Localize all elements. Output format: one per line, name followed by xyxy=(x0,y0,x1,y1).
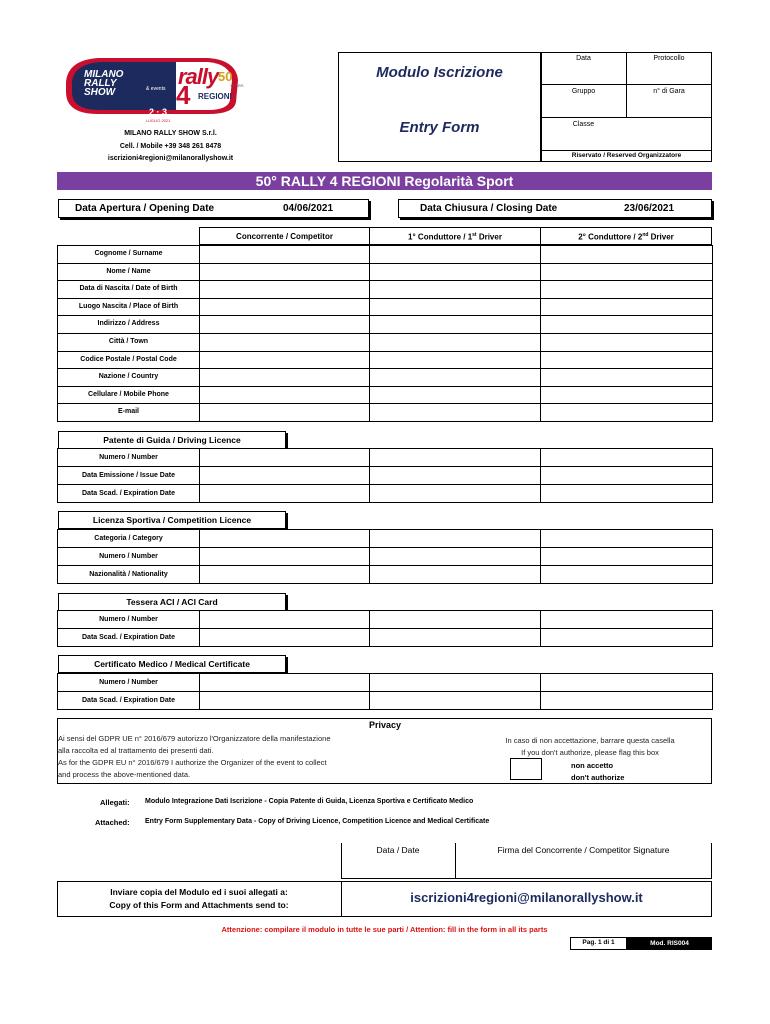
row-label: Data Scad. / Expiration Date xyxy=(82,697,175,704)
competitor-field[interactable] xyxy=(199,263,370,282)
logo-dates: 2 · 3 xyxy=(148,107,167,117)
riservato-label: Riservato / Reserved Organizzatore xyxy=(571,152,682,159)
row-label: Numero / Number xyxy=(99,553,158,560)
driver2-field[interactable] xyxy=(540,484,713,503)
competitor-field[interactable] xyxy=(199,403,370,422)
competitor-field[interactable] xyxy=(199,448,370,467)
driver1-field[interactable] xyxy=(369,315,541,334)
driver1-field[interactable] xyxy=(369,610,541,629)
driver1-field[interactable] xyxy=(369,691,541,710)
competitor-field[interactable] xyxy=(199,368,370,387)
send-email[interactable]: iscrizioni4regioni@milanorallyshow.it xyxy=(410,890,643,905)
driver2-field[interactable] xyxy=(540,298,713,317)
competitor-header: Concorrente / Competitor xyxy=(236,232,333,241)
date-input[interactable] xyxy=(342,856,454,878)
driver2-field[interactable] xyxy=(540,610,713,629)
row-label-cell xyxy=(57,315,200,334)
event-title: 50° RALLY 4 REGIONI Regolarità Sport xyxy=(57,172,712,190)
closing-label: Data Chiusura / Closing Date xyxy=(420,203,558,214)
company-email: iscrizioni4regioni@milanorallyshow.it xyxy=(107,155,234,162)
competitor-field[interactable] xyxy=(199,565,370,584)
row-label-cell xyxy=(57,298,200,317)
row-label-cell xyxy=(57,628,200,647)
row-label-cell xyxy=(57,547,200,566)
row-label: Data di Nascita / Date of Birth xyxy=(79,285,178,293)
competitor-field[interactable] xyxy=(199,315,370,334)
driver2-field[interactable] xyxy=(540,333,713,352)
logo-regioni: REGIONI xyxy=(198,92,232,101)
competitor-field[interactable] xyxy=(199,529,370,548)
row-label: Numero / Number xyxy=(99,616,158,623)
competitor-field[interactable] xyxy=(199,298,370,317)
nonaccept-it: In caso di non accettazione, barrare questa casella xyxy=(505,736,675,745)
driver2-field[interactable] xyxy=(540,315,713,334)
row-label-cell xyxy=(57,245,200,264)
row-label-cell xyxy=(57,448,200,467)
competitor-field[interactable] xyxy=(199,547,370,566)
competitor-field[interactable] xyxy=(199,386,370,405)
competitor-field[interactable] xyxy=(199,333,370,352)
driver2-field[interactable] xyxy=(540,245,713,264)
privacy-it-1: Ai sensi del GDPR UE n° 2016/679 autorizzo l'Organizzatore della manifestazione xyxy=(58,734,331,743)
driver2-field[interactable] xyxy=(540,673,713,692)
signature-input[interactable] xyxy=(457,856,711,878)
logo-four: 4 xyxy=(176,80,191,110)
attached-text: Entry Form Supplementary Data - Copy of Driving Licence, Competition Licence and Medical Certificate xyxy=(145,818,490,825)
row-label-cell xyxy=(57,466,200,485)
competitor-field[interactable] xyxy=(199,673,370,692)
non-accept-checkbox[interactable] xyxy=(510,758,542,780)
driver1-field[interactable] xyxy=(369,448,541,467)
row-label: Categoria / Category xyxy=(94,535,163,542)
privacy-it-2: alla raccolta ed al trattamento dei presenti dati. xyxy=(58,746,214,755)
competitor-field[interactable] xyxy=(199,245,370,264)
row-label: Data Scad. / Expiration Date xyxy=(82,634,175,641)
row-label-cell xyxy=(57,280,200,299)
competitor-field[interactable] xyxy=(199,610,370,629)
driver2-field[interactable] xyxy=(540,547,713,566)
send-it: Inviare copia del Modulo ed i suoi allegati a: xyxy=(110,887,288,897)
logo xyxy=(58,52,248,127)
competitor-field[interactable] xyxy=(199,351,370,370)
driver2-field[interactable] xyxy=(540,403,713,422)
n-gara-label: n° di Gara xyxy=(653,88,685,95)
driver1-field[interactable] xyxy=(369,298,541,317)
row-label: Numero / Number xyxy=(99,454,158,461)
driver1-field[interactable] xyxy=(369,466,541,485)
opening-value: 04/06/2021 xyxy=(283,203,334,214)
logo-years: YEARS xyxy=(230,83,244,88)
row-label: Nome / Name xyxy=(106,267,151,275)
row-label-cell xyxy=(57,351,200,370)
row-label-cell xyxy=(57,333,200,352)
driver2-field[interactable] xyxy=(540,280,713,299)
row-label: E-mail xyxy=(117,408,139,416)
non-accetto-label: non accetto xyxy=(571,761,614,770)
row-label: Numero / Number xyxy=(99,679,158,686)
driver1-field[interactable] xyxy=(369,351,541,370)
data-label: Data xyxy=(576,55,591,62)
driver2-field[interactable] xyxy=(540,628,713,647)
opening-label: Data Apertura / Opening Date xyxy=(75,203,215,214)
driver2-field[interactable] xyxy=(540,448,713,467)
driver2-field[interactable] xyxy=(540,529,713,548)
driver1-field[interactable] xyxy=(369,673,541,692)
row-label-cell xyxy=(57,368,200,387)
driver2-field[interactable] xyxy=(540,368,713,387)
row-label-cell xyxy=(57,386,200,405)
row-label-cell xyxy=(57,263,200,282)
closing-value: 23/06/2021 xyxy=(624,203,675,214)
row-label-cell xyxy=(57,691,200,710)
driver1-field[interactable] xyxy=(369,403,541,422)
row-label: Città / Town xyxy=(108,338,149,345)
page-number: Pag. 1 di 1 xyxy=(582,939,615,946)
row-label: Data Emissione / Issue Date xyxy=(82,472,175,479)
driver1-field[interactable] xyxy=(369,484,541,503)
driver1-header: 1° Conduttore / 1st Driver xyxy=(408,232,502,242)
attached-label: Attached: xyxy=(95,818,130,827)
driver1-field[interactable] xyxy=(369,628,541,647)
row-label: Data Scad. / Expiration Date xyxy=(82,490,175,497)
row-label: Luogo Nascita / Place of Birth xyxy=(78,302,179,310)
send-en: Copy of this Form and Attachments send to: xyxy=(109,900,289,910)
driver2-field[interactable] xyxy=(540,351,713,370)
title-en: Entry Form xyxy=(399,119,480,136)
competitor-field[interactable] xyxy=(199,691,370,710)
licence-header: Patente di Guida / Driving Licence xyxy=(58,431,286,449)
company-phone: Cell. / Mobile +39 348 261 8478 xyxy=(119,142,222,150)
driver1-field[interactable] xyxy=(369,280,541,299)
signature-label: Firma del Concorrente / Competitor Signature xyxy=(497,845,670,855)
driver2-field[interactable] xyxy=(540,386,713,405)
row-label: Cellulare / Mobile Phone xyxy=(88,390,169,398)
mod-code: Mod. RIS004 xyxy=(627,937,712,950)
driver2-field[interactable] xyxy=(540,691,713,710)
logo-rally: RALLY xyxy=(84,78,117,89)
row-label-cell xyxy=(57,484,200,503)
driver1-field[interactable] xyxy=(369,547,541,566)
sport-licence-header: Licenza Sportiva / Competition Licence xyxy=(58,511,286,529)
logo-rally-word: rally xyxy=(178,64,219,89)
competitor-field[interactable] xyxy=(199,280,370,299)
privacy-en-2: and process the above-mentioned data. xyxy=(58,770,191,779)
row-label: Cognome / Surname xyxy=(94,250,163,257)
title-it: Modulo Iscrizione xyxy=(376,64,503,81)
row-label-cell xyxy=(57,610,200,629)
row-label-cell xyxy=(57,403,200,422)
allegati-text: Modulo Integrazione Dati Iscrizione - Copia Patente di Guida, Licenza Sportiva e Certificato Medico xyxy=(145,798,474,805)
driver1-field[interactable] xyxy=(369,565,541,584)
competitor-field[interactable] xyxy=(199,484,370,503)
logo-month: LUGLIO 2021 xyxy=(145,118,171,123)
company-name: MILANO RALLY SHOW S.r.l. xyxy=(124,130,217,137)
logo-show: SHOW xyxy=(84,87,116,98)
competitor-field[interactable] xyxy=(199,628,370,647)
medical-header: Certificato Medico / Medical Certificate xyxy=(58,655,286,673)
driver1-field[interactable] xyxy=(369,368,541,387)
privacy-en-1: As for the GDPR EU n° 2016/679 I authorize the Organizer of the event to collect xyxy=(58,758,327,767)
driver2-field[interactable] xyxy=(540,263,713,282)
driver1-field[interactable] xyxy=(369,333,541,352)
row-label-cell xyxy=(57,529,200,548)
row-label: Indirizzo / Address xyxy=(97,320,160,328)
row-label: Nazione / Country xyxy=(98,373,159,381)
driver1-field[interactable] xyxy=(369,386,541,405)
aci-header: Tessera ACI / ACI Card xyxy=(58,593,286,611)
row-label-cell xyxy=(57,673,200,692)
classe-label: Classe xyxy=(572,121,595,128)
driver2-header: 2° Conduttore / 2nd Driver xyxy=(578,232,674,242)
driver1-field[interactable] xyxy=(369,245,541,264)
gruppo-label: Gruppo xyxy=(571,88,596,95)
logo-milano: MILANO xyxy=(84,69,124,80)
protocollo-label: Protocollo xyxy=(653,55,685,62)
competitor-field[interactable] xyxy=(199,466,370,485)
attention-note: Attenzione: compilare il modulo in tutte le sue parti / Attention: fill in the form in all its parts xyxy=(221,925,548,934)
driver1-field[interactable] xyxy=(369,529,541,548)
driver1-field[interactable] xyxy=(369,263,541,282)
dont-authorize-label: don't authorize xyxy=(571,773,625,782)
date-label: Data / Date xyxy=(376,845,420,855)
privacy-title: Privacy xyxy=(368,720,402,730)
logo-events: & events xyxy=(146,86,166,92)
row-label: Nazionalità / Nationality xyxy=(89,571,168,578)
allegati-label: Allegati: xyxy=(100,798,130,807)
driver2-field[interactable] xyxy=(540,565,713,584)
nonaccept-en: If you don't authorize, please flag this box xyxy=(521,748,659,757)
logo-fifty: 50 xyxy=(218,69,233,84)
driver2-field[interactable] xyxy=(540,466,713,485)
row-label: Codice Postale / Postal Code xyxy=(80,355,177,363)
row-label-cell xyxy=(57,565,200,584)
